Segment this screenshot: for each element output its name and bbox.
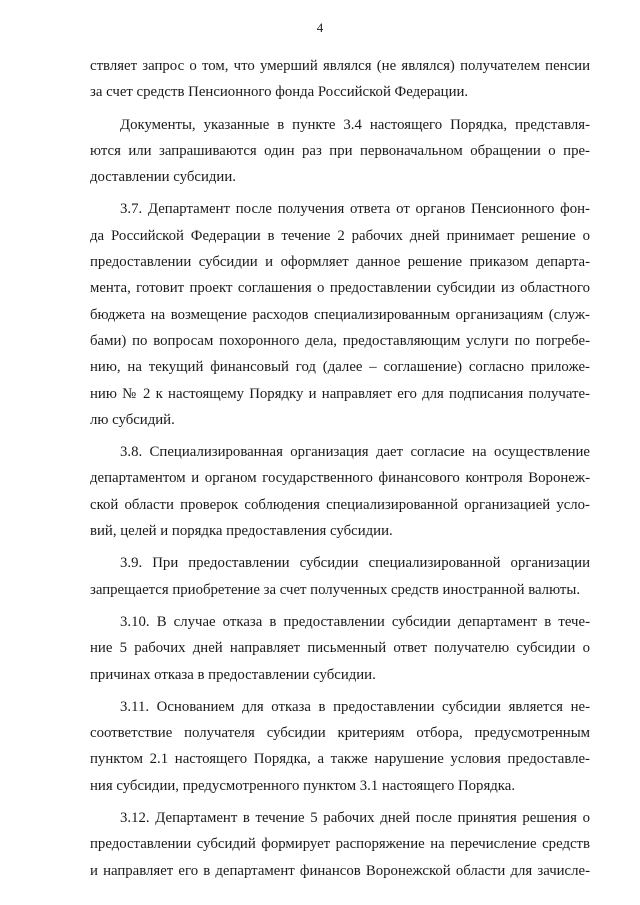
paragraph-docs (90, 112, 590, 191)
text-line: 3.9. При предоставлении субсидии специализированной организации (120, 555, 590, 572)
text-line: запрещается приобретение за счет полученных средств иностранной валюты. (90, 581, 581, 598)
text-line: и направляет его в департамент финансов Воронежской области для зачисле- (90, 862, 590, 879)
text-line: предоставлении субсидии и оформляет данное решение приказом департа- (90, 254, 590, 271)
text-line: нию № 2 к настоящему Порядку и направляет его для подписания получате- (90, 385, 590, 402)
text-line: за счет средств Пенсионного фонда Российской Федерации. (90, 84, 469, 101)
paragraph-p3-7 (90, 196, 590, 433)
text-line: ствляет запрос о том, что умерший являлся (не являлся) получателем пенсии (90, 58, 590, 74)
text-line: 3.8. Специализированная организация дает согласие на осуществление (120, 444, 590, 461)
text-line: ния субсидии, предусмотренного пунктом 3.1 настоящего Порядка. (90, 777, 516, 794)
text-line: 3.10. В случае отказа в предоставлении субсидии департамент в тече- (120, 613, 590, 630)
text-line: департаментом и органом государственного финансового контроля Воронеж- (90, 470, 590, 487)
text-line: бами) по вопросам похоронного дела, предоставляющим услуги по погребе- (90, 332, 590, 349)
text-line: вий, целей и порядка предоставления субсидии. (90, 523, 393, 540)
page-number: 4 (316, 20, 324, 35)
text-line: пунктом 2.1 настоящего Порядка, а также нарушение условия предоставле- (90, 751, 590, 768)
paragraph-cont (90, 53, 590, 106)
paragraph-p3-9 (90, 550, 590, 603)
text-line: да Российской Федерации в течение 2 рабочих дней принимает решение о (90, 227, 590, 244)
text-line: причинах отказа в предоставлении субсидии. (90, 666, 376, 683)
paragraph-p3-10 (90, 609, 590, 688)
text-line: нию, на текущий финансовый год (далее – соглашение) согласно приложе- (90, 359, 590, 376)
text-line: 3.11. Основанием для отказа в предоставлении субсидии является не- (120, 698, 590, 715)
text-line: соответствие получателя субсидии критериям отбора, предусмотренным (90, 725, 590, 742)
text-line: Документы, указанные в пункте 3.4 настоящего Порядка, представля- (120, 116, 590, 133)
text-line: 3.7. Департамент после получения ответа от органов Пенсионного фон- (120, 201, 590, 218)
paragraph-p3-11 (90, 694, 590, 799)
text-line: ской области проверок соблюдения специализированной организацией усло- (90, 496, 590, 513)
text-line: 3.12. Департамент в течение 5 рабочих дней после принятия решения о (120, 810, 590, 827)
text-line: доставлении субсидии. (90, 169, 236, 186)
document-body (90, 53, 590, 884)
text-line: мента, готовит проект соглашения о предоставлении субсидии из областного (90, 280, 590, 297)
paragraph-p3-8 (90, 439, 590, 544)
text-line: предоставлении субсидий формирует распоряжение на перечисление средств (90, 836, 590, 853)
text-line: ние 5 рабочих дней направляет письменный ответ получателю субсидии о (90, 640, 590, 657)
text-line: лю субсидий. (90, 411, 175, 428)
text-line: бюджета на возмещение расходов специализированным организациям (служ- (90, 306, 590, 323)
text-line: ются или запрашиваются один раз при первоначальном обращении о пре- (90, 142, 590, 159)
paragraph-p3-12 (90, 805, 590, 884)
